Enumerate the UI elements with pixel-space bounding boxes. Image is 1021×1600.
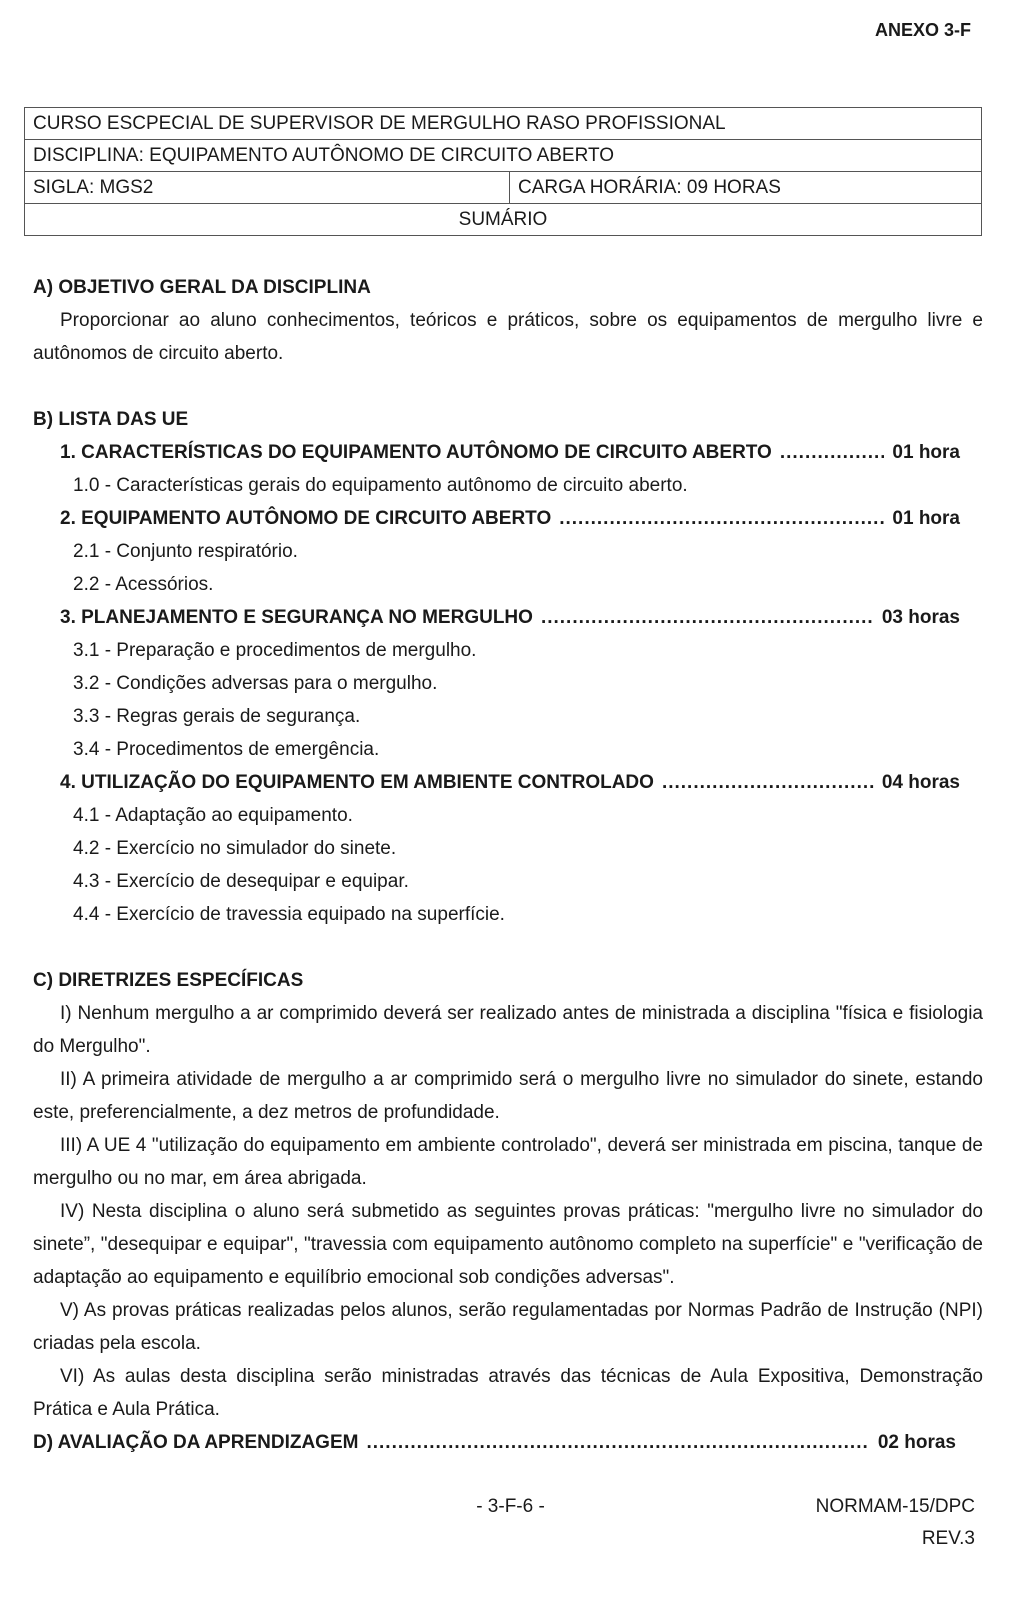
annex-label: ANEXO 3-F [874,20,971,40]
summary-title: SUMÁRIO [25,204,982,236]
course-name: CURSO ESCPECIAL DE SUPERVISOR DE MERGULHO RASO PROFISSIONAL [25,108,982,140]
unit-item: 2.1 - Conjunto respiratório. [73,541,298,562]
section-d [33,1426,956,1459]
section-c-title: C) DIRETRIZES ESPECÍFICAS [33,970,304,991]
sigla: SIGLA: MGS2 [25,172,510,204]
leader-dots [559,502,884,535]
unit-item: 3.1 - Preparação e procedimentos de mergulho. [73,640,477,661]
leader-dots [780,436,885,469]
unit-item: 4.1 - Adaptação ao equipamento. [73,805,353,826]
carga-horaria: CARGA HORÁRIA: 09 HORAS [510,172,982,204]
leader-dots [366,1426,869,1459]
unit-item: 3.4 - Procedimentos de emergência. [73,739,380,760]
discipline-name: DISCIPLINA: EQUIPAMENTO AUTÔNOMO DE CIRCUITO ABERTO [25,140,982,172]
directive-paragraph: VI) As aulas desta disciplina serão ministradas através das técnicas de Aula Expositiva, Demonstração Prática e Aula Prática. [33,1366,983,1420]
unit-item: 2.2 - Acessórios. [73,574,214,595]
unit-2-hours: 01 hora [892,508,960,529]
unit-2 [60,502,960,535]
page-number: - 3-F-6 - [476,1496,545,1517]
unit-4 [60,766,960,799]
directive-paragraph: V) As provas práticas realizadas pelos alunos, serão regulamentadas por Normas Padrão de Instrução (NPI) criadas pela escola. [33,1300,983,1354]
unit-item: 4.2 - Exercício no simulador do sinete. [73,838,397,859]
section-d-title: D) AVALIAÇÃO DA APRENDIZAGEM [33,1432,359,1453]
section-b-title: B) LISTA DAS UE [33,409,189,430]
unit-item: 4.4 - Exercício de travessia equipado na superfície. [73,904,505,925]
section-d-hours: 02 horas [877,1432,956,1453]
directive-paragraph: III) A UE 4 "utilização do equipamento em ambiente controlado", deverá ser ministrada em piscina, tanque de mergulho ou no mar, em área abrigada. [33,1135,983,1189]
unit-1 [60,436,960,469]
unit-item: 3.3 - Regras gerais de segurança. [73,706,361,727]
directive-paragraph: II) A primeira atividade de mergulho a ar comprimido será o mergulho livre no simulador do sinete, estando este, preferencialmente, a dez metros de profundidade. [33,1069,983,1123]
directive-paragraph: IV) Nesta disciplina o aluno será submetido as seguintes provas práticas: "mergulho livre no simulador do sinete”, "desequipar e equipar", "travessia com equipamento autônomo completo na superfície" e "verificação de adaptação ao equipamento e equilíbrio emocional sob condições adversas". [33,1201,983,1288]
unit-1-hours: 01 hora [892,442,960,463]
leader-dots [541,601,874,634]
unit-2-title: 2. EQUIPAMENTO AUTÔNOMO DE CIRCUITO ABERTO [60,508,552,529]
section-a-title: A) OBJETIVO GERAL DA DISCIPLINA [33,277,371,298]
unit-4-hours: 04 horas [881,772,960,793]
unit-3 [60,601,960,634]
norm-reference: NORMAM-15/DPC [815,1496,975,1517]
revision-label: REV.3 [921,1528,975,1549]
unit-3-title: 3. PLANEJAMENTO E SEGURANÇA NO MERGULHO [60,607,533,628]
unit-4-title: 4. UTILIZAÇÃO DO EQUIPAMENTO EM AMBIENTE CONTROLADO [60,772,654,793]
section-a-text: Proporcionar ao aluno conhecimentos, teóricos e práticos, sobre os equipamentos de mergulho livre e autônomos de circuito aberto. [33,310,983,364]
course-header-table [24,107,982,236]
unit-item: 3.2 - Condições adversas para o mergulho. [73,673,438,694]
unit-1-title: 1. CARACTERÍSTICAS DO EQUIPAMENTO AUTÔNOMO DE CIRCUITO ABERTO [60,442,772,463]
leader-dots [662,766,874,799]
unit-item: 4.3 - Exercício de desequipar e equipar. [73,871,409,892]
document-content [33,271,983,1459]
unit-item: 1.0 - Características gerais do equipamento autônomo de circuito aberto. [73,475,688,496]
directive-paragraph: I) Nenhum mergulho a ar comprimido deverá ser realizado antes de ministrada a disciplina "física e fisiologia do Mergulho". [33,1003,983,1057]
unit-3-hours: 03 horas [881,607,960,628]
